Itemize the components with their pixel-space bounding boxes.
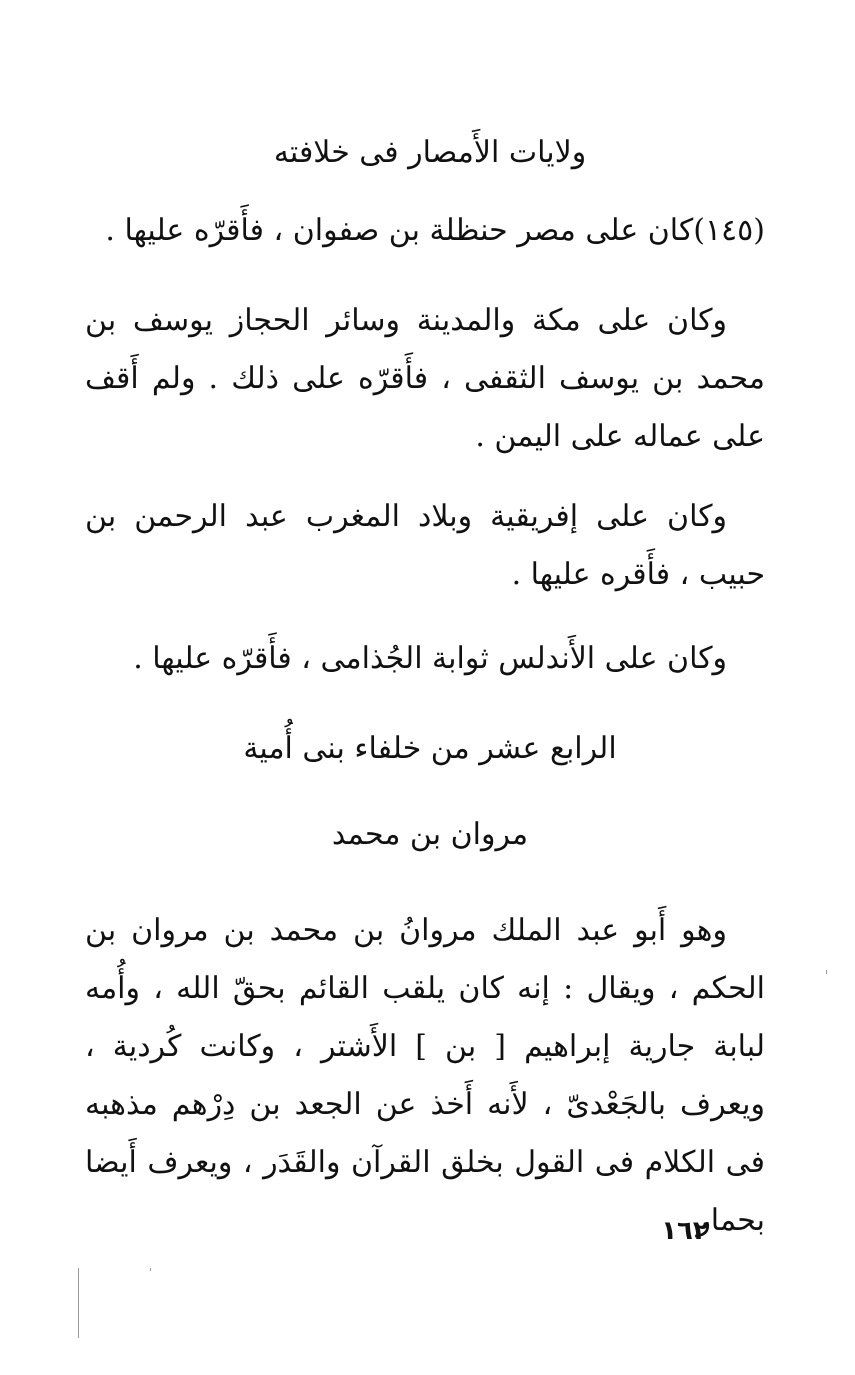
caliph-name-heading: مروان بن محمد [331, 817, 529, 852]
paragraph-andalus: وكان على الأَندلس ثوابة الجُذامى ، فأَقرّه عليها . [133, 641, 727, 676]
paragraph-hijaz: وكان على مكة والمدينة وسائر الحجاز يوسف بن محمد بن يوسف الثقفى ، فأَقرّه على ذلك . ولم أَقف على عماله على اليمن . [85, 303, 765, 454]
chapter-heading: الرابع عشر من خلفاء بنى أُمية [243, 731, 617, 766]
paragraph-biography: وهو أَبو عبد الملك مروانُ بن محمد بن مروان بن الحكم ، ويقال : إنه كان يلقب القائم بحقّ الله ، وأُمه لبابة جارية إبراهيم [ بن ] الأَشتر ، وكانت كُردية ، ويعرف بالجَعْدىّ ، لأَنه أَخذ عن الجعد بن دِرْهم مذهبه فى الكلام فى القول بخلق القرآن والقَدَر ، ويعرف أَيضا بحمار [85, 913, 765, 1238]
scan-mark [78, 1268, 79, 1338]
scan-mark [150, 1268, 151, 1271]
scan-mark [826, 970, 827, 974]
paragraph-ifriqiya: وكان على إفريقية وبلاد المغرب عبد الرحمن بن حبيب ، فأَقره عليها . [85, 499, 765, 592]
section-heading: ولايات الأَمصار فى خلافته [273, 135, 587, 170]
page-number: ١٦٢ [661, 1216, 709, 1246]
paragraph-egypt: (١٤٥)كان على مصر حنظلة بن صفوان ، فأَقرّه عليها . [105, 213, 765, 248]
